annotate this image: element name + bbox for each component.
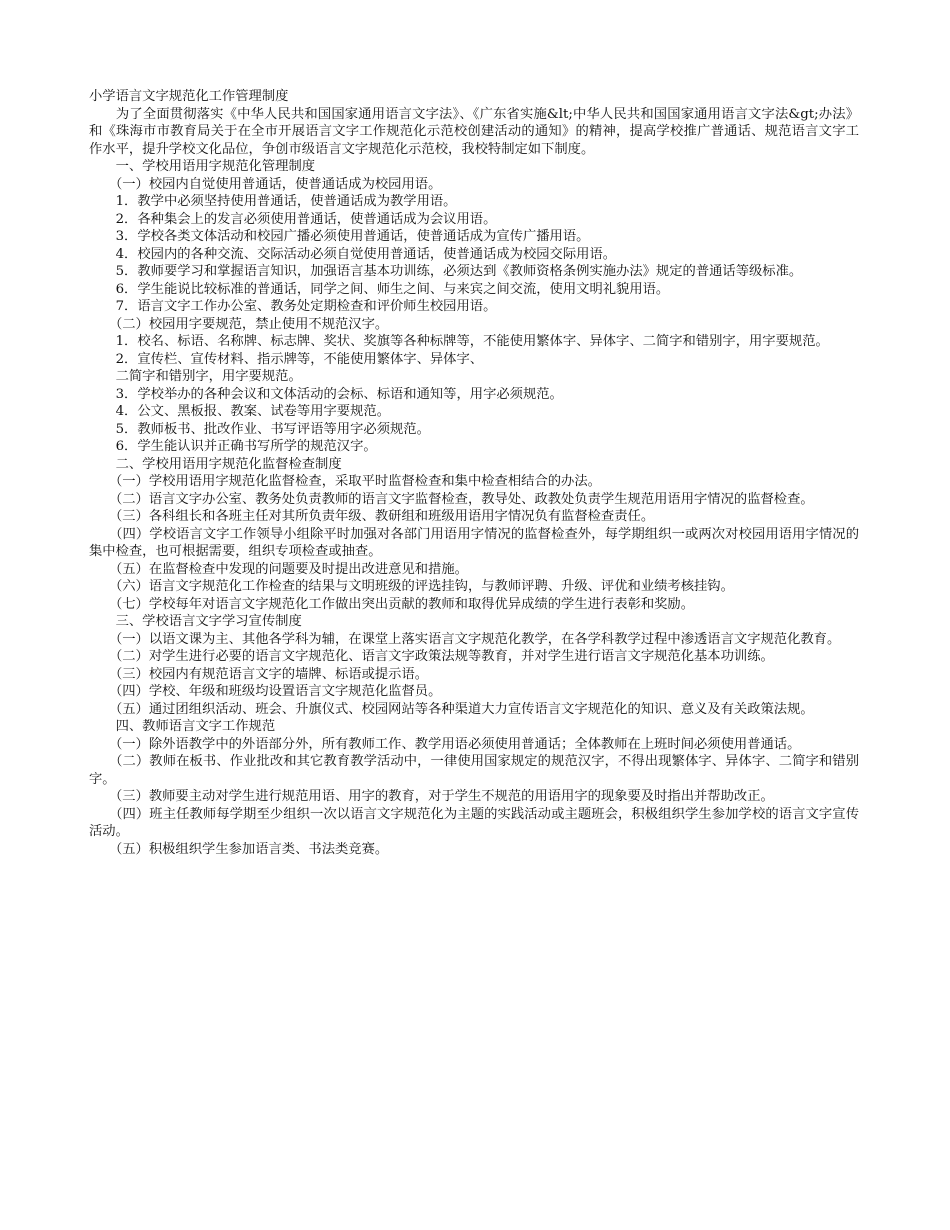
document-paragraph: 7．语言文字工作办公室、教务处定期检查和评价师生校园用语。 (89, 299, 497, 314)
document-paragraph: （三）校园内有规范语言文字的墙牌、标语或提示语。 (89, 666, 429, 682)
document-title: 小学语言文字规范化工作管理制度 (89, 89, 289, 104)
document-paragraph: 5．教师板书、批改作业、书写评语等用字必须规范。 (89, 421, 430, 437)
document-paragraph: 为了全面贯彻落实《中华人民共和国国家通用语言文字法》、《广东省实施&lt;中华人民共和国国家通用语言文字法&gt;办法》和《珠海市市教育局关于在全市开展语言文字工作规范化示范校创建活动的通知》的精神，提高学校推广普通话、规范语言文字工作水平，提升学校文化品位，争创市级语言文字规范化示范校，我校特制定如下制度。 (89, 106, 859, 157)
document-paragraph: （四）学校语言文字工作领导小组除平时加强对各部门用语用字情况的监督检查外，每学期组织一或两次对校园用语用字情况的集中检查，也可根据需要，组织专项检查或抽查。 (89, 526, 859, 559)
document-paragraph: （一）校园内自觉使用普通话，使普通话成为校园用语。 (89, 176, 442, 192)
document-paragraph: （二）对学生进行必要的语言文字规范化、语言文字政策法规等教育，并对学生进行语言文字规范化基本功训练。 (89, 649, 774, 664)
document-paragraph: 3．学校举办的各种会议和文体活动的会标、标语和通知等，用字必须规范。 (89, 386, 563, 402)
document-paragraph: （五）在监督检查中发现的问题要及时提出改进意见和措施。 (89, 561, 468, 577)
document-paragraph: 二简字和错别字，用字要规范。 (89, 369, 302, 384)
document-paragraph: （四）班主任教师每学期至少组织一次以语言文字规范化为主题的实践活动或主题班会，积极组织学生参加学校的语言文字宣传活动。 (89, 806, 859, 839)
document-paragraph: 1．校名、标语、名称牌、标志牌、奖状、奖旗等各种标牌等，不能使用繁体字、异体字、二简字和错别字，用字要规范。 (89, 334, 829, 349)
document-paragraph: （三）各科组长和各班主任对其所负责年级、教研组和班级用语用字情况负有监督检查责任。 (89, 509, 655, 524)
document-paragraph: 6．学生能认识并正确书写所学的规范汉字。 (89, 439, 377, 454)
document-paragraph: （五）积极组织学生参加语言类、书法类竞赛。 (89, 841, 389, 857)
document-paragraph: （三）教师要主动对学生进行规范用语、用字的教育，对于学生不规范的用语用字的现象要及时指出并帮助改正。 (89, 789, 774, 804)
document-paragraph: （二）教师在板书、作业批改和其它教育教学活动中，一律使用国家规定的规范汉字，不得出现繁体字、异体字、二简字和错别字。 (89, 754, 859, 787)
document-paragraph: 4．校园内的各种交流、交际活动必须自觉使用普通话，使普通话成为校园交际用语。 (89, 246, 617, 262)
document-paragraph: （七）学校每年对语言文字规范化工作做出突出贡献的教师和取得优异成绩的学生进行表彰和奖励。 (89, 596, 695, 612)
document-paragraph: 5．教师要学习和掌握语言知识，加强语言基本功训练，必须达到《教师资格条例实施办法》规定的普通话等级标准。 (89, 264, 803, 279)
document-paragraph: 三、学校语言文字学习宣传制度 (89, 614, 302, 629)
document-paragraph: 6．学生能说比较标准的普通话，同学之间、师生之间、与来宾之间交流，使用文明礼貌用语。 (89, 281, 670, 297)
document-paragraph: 2．各种集会上的发言必须使用普通话，使普通话成为会议用语。 (89, 211, 497, 227)
document-paragraph: （五）通过团组织活动、班会、升旗仪式、校园网站等各种渠道大力宣传语言文字规范化的知识、意义及有关政策法规。 (89, 701, 814, 717)
document-paragraph: （一）除外语教学中的外语部分外，所有教师工作、教学用语必须使用普通话；全体教师在上班时间必须使用普通话。 (89, 736, 801, 752)
document-paragraph: （四）学校、年级和班级均设置语言文字规范化监督员。 (89, 684, 442, 699)
document-paragraph: 3．学校各类文体活动和校园广播必须使用普通话，使普通话成为宣传广播用语。 (89, 229, 590, 244)
document-paragraph: 二、学校用语用字规范化监督检查制度 (89, 456, 342, 472)
document-page (89, 88, 859, 858)
document-paragraph: （六）语言文字规范化工作检查的结果与文明班级的评选挂钩，与教师评聘、升级、评优和业绩考核挂钩。 (89, 579, 734, 594)
document-paragraph: （一）学校用语用字规范化监督检查，采取平时监督检查和集中检查相结合的办法。 (89, 474, 601, 489)
document-paragraph: （一）以语文课为主、其他各学科为辅，在课堂上落实语言文字规范化教学，在各学科教学过程中渗透语言文字规范化教育。 (89, 631, 841, 647)
document-paragraph: 一、学校用语用字规范化管理制度 (89, 159, 316, 174)
document-paragraph: 1．教学中必须坚持使用普通话，使普通话成为教学用语。 (89, 194, 457, 209)
document-paragraph: 2．宣传栏、宣传材料、指示牌等，不能使用繁体字、异体字、 (89, 351, 484, 367)
document-paragraph: （二）语言文字办公室、教务处负责教师的语言文字监督检查，教导处、政教处负责学生规范用语用字情况的监督检查。 (89, 491, 814, 507)
document-paragraph: （二）校园用字要规范，禁止使用不规范汉字。 (89, 316, 389, 332)
document-paragraph: 四、教师语言文字工作规范 (89, 719, 276, 734)
document-body (89, 106, 859, 859)
document-paragraph: 4．公文、黑板报、教案、试卷等用字要规范。 (89, 404, 390, 419)
